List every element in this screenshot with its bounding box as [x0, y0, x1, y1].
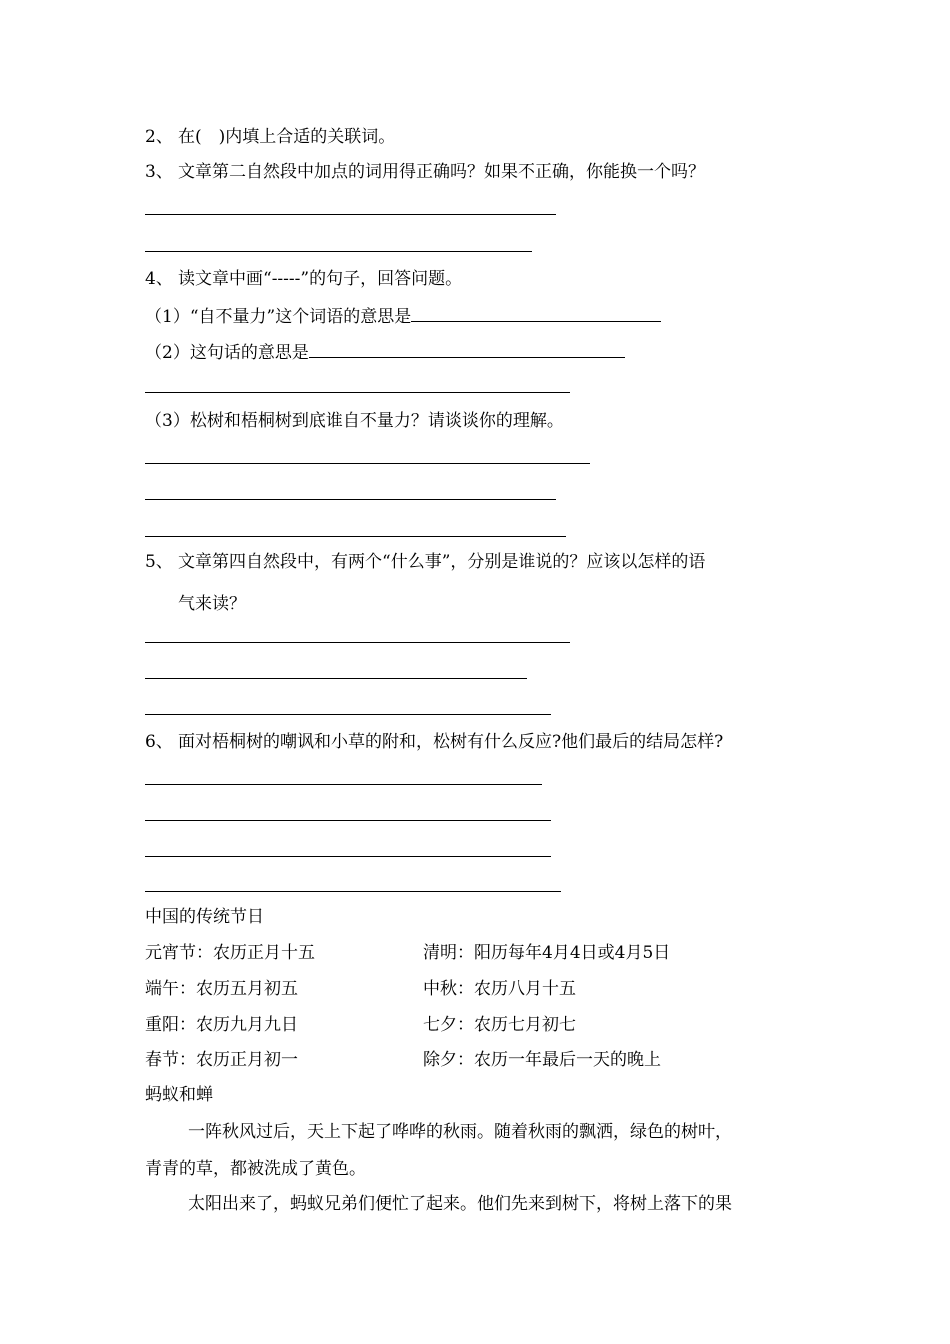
answer-line[interactable] [145, 499, 556, 500]
question-text: 气来读？ [178, 594, 246, 614]
question-4 [145, 268, 462, 290]
question-4-sub-2 [145, 339, 625, 364]
question-4-sub-3 [145, 410, 564, 432]
answer-line[interactable] [145, 784, 542, 785]
question-number: 4、 [145, 269, 173, 289]
question-5 [145, 551, 705, 573]
story-paragraph-line: 太阳出来了，蚂蚁兄弟们便忙了起来。他们先来到树下，将树上落下的果 [188, 1194, 732, 1214]
answer-line[interactable] [145, 463, 590, 464]
answer-line[interactable] [145, 214, 556, 215]
sub-question-text: （1）“自不量力”这个词语的意思是 [145, 307, 412, 327]
question-number: 2、 [145, 127, 173, 147]
answer-line[interactable] [145, 820, 551, 821]
question-text: 文章第四自然段中，有两个“什么事”，分别是谁说的？应该以怎样的语 [178, 552, 706, 572]
festivals-title: 中国的传统节日 [145, 907, 264, 927]
story-paragraph-line: 青青的草，都被洗成了黄色。 [145, 1159, 366, 1179]
answer-line[interactable] [145, 891, 561, 892]
answer-line[interactable] [145, 251, 532, 252]
answer-line[interactable] [145, 678, 527, 679]
story-title: 蚂蚁和蝉 [145, 1085, 213, 1105]
sub-question-text: （3）松树和梧桐树到底谁自不量力？请谈谈你的理解。 [145, 411, 564, 431]
question-number: 6、 [145, 732, 173, 752]
question-text: 在( )内填上合适的关联词。 [178, 127, 396, 147]
question-6 [145, 731, 723, 753]
inline-answer-blank[interactable] [411, 303, 661, 322]
question-number: 3、 [145, 162, 173, 182]
answer-line[interactable] [145, 642, 570, 643]
inline-answer-blank[interactable] [309, 339, 625, 358]
answer-line[interactable] [145, 714, 551, 715]
question-3 [145, 161, 705, 183]
festival-item: 七夕：农历七月初七 [423, 1015, 576, 1035]
festival-item: 除夕：农历一年最后一天的晚上 [423, 1050, 661, 1070]
story-paragraph-line: 一阵秋风过后，天上下起了哗哗的秋雨。随着秋雨的飘洒，绿色的树叶， [188, 1122, 732, 1142]
question-text: 面对梧桐树的嘲讽和小草的附和，松树有什么反应?他们最后的结局怎样? [178, 732, 724, 752]
question-text: 读文章中画“-----”的句子，回答问题。 [178, 269, 463, 289]
festival-item: 清明：阳历每年4月4日或4月5日 [423, 943, 671, 963]
answer-line[interactable] [145, 392, 570, 393]
question-4-sub-1 [145, 303, 661, 328]
festival-item: 端午：农历五月初五 [145, 979, 298, 999]
answer-line[interactable] [145, 536, 566, 537]
question-number: 5、 [145, 552, 173, 572]
answer-line[interactable] [145, 856, 551, 857]
festival-item: 中秋：农历八月十五 [423, 979, 576, 999]
sub-question-text: （2）这句话的意思是 [145, 343, 309, 363]
festival-item: 春节：农历正月初一 [145, 1050, 298, 1070]
festival-item: 重阳：农历九月九日 [145, 1015, 298, 1035]
question-text: 文章第二自然段中加点的词用得正确吗？如果不正确，你能换一个吗？ [178, 162, 705, 182]
festival-item: 元宵节：农历正月十五 [145, 943, 315, 963]
question-5-continuation [178, 593, 246, 615]
question-2 [145, 126, 395, 148]
